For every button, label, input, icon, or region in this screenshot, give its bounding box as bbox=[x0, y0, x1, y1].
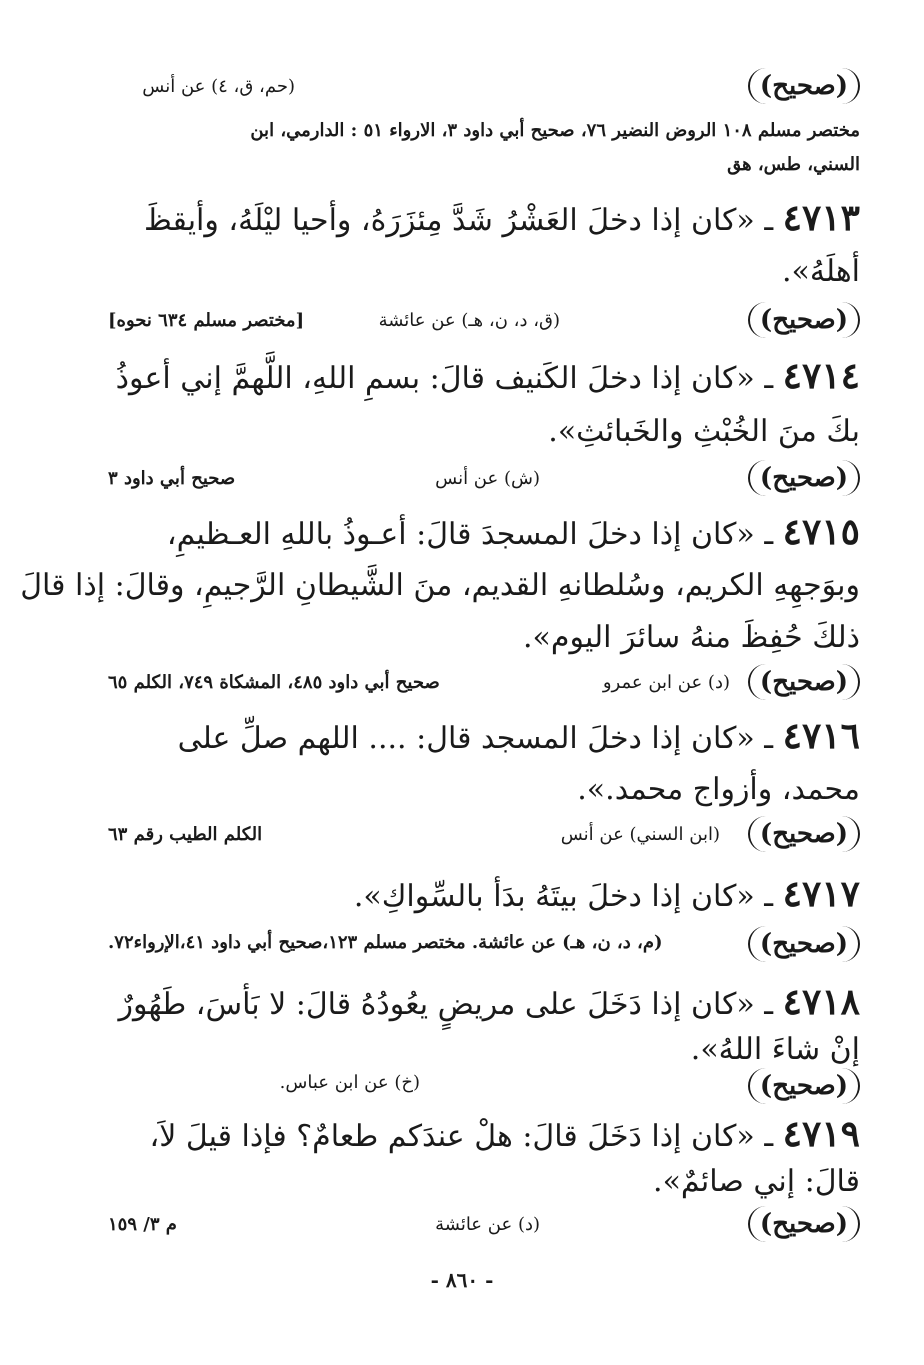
hadith-text: أهلَهُ». bbox=[781, 254, 860, 289]
hadith-text: ـ «كان إذا دَخَلَ على مريضٍ يعُودُهُ قالَ: لا بَأسَ، طَهُورٌ bbox=[118, 987, 774, 1022]
source-text: (د) عن عائشة bbox=[435, 1214, 540, 1235]
hadith-number: ٤٧١٦ bbox=[782, 715, 860, 757]
hadith-number: ٤٧١٣ bbox=[782, 197, 860, 239]
source-text: (خ) عن ابن عباس. bbox=[279, 1072, 420, 1093]
grade-label: (صحيح) bbox=[748, 816, 860, 852]
grade-label: (صحيح) bbox=[748, 1206, 860, 1242]
hadith-line bbox=[108, 198, 860, 241]
hadith-line bbox=[108, 356, 860, 399]
hadith-text: ـ «كان إذا دخلَ المسجدَ قالَ: أعـوذُ باللهِ العـظيمِ، bbox=[166, 517, 774, 552]
hadith-line bbox=[108, 982, 860, 1025]
reference-text: الكلم الطيب رقم ٦٣ bbox=[108, 824, 263, 845]
hadith-text: ـ «كان إذا دخلَ الكَنيف قالَ: بسمِ اللهِ، اللَّهمَّ إني أعوذُ bbox=[115, 361, 774, 396]
hadith-number: ٤٧١٤ bbox=[782, 355, 860, 397]
refs-line: السني، طس، هق bbox=[727, 154, 860, 175]
reference-text: صحيح أبي داود ٤٨٥، المشكاة ٧٤٩، الكلم ٦٥ bbox=[108, 672, 440, 693]
hadith-text: وبوَجهِهِ الكريم، وسُلطانهِ القديم، منَ الشَّيطانِ الرَّجيمِ، وقالَ: إذا قالَ bbox=[20, 568, 860, 603]
source-text: (ق، د، ن، هـ) عن عائشة bbox=[378, 310, 560, 331]
hadith-number: ٤٧١٩ bbox=[782, 1113, 860, 1155]
hadith-text: قالَ: إني صائمٌ». bbox=[653, 1164, 860, 1199]
grade-label: (صحيح) bbox=[748, 460, 860, 496]
hadith-text: ـ «كان إذا دخلَ المسجد قال: .... اللهم صلِّ على bbox=[177, 721, 774, 756]
hadith-text: ـ «كان إذا دخلَ العَشْرُ شَدَّ مِئزَرَهُ، وأحيا ليْلَهُ، وأيقظَ bbox=[144, 203, 774, 238]
grade-label: (صحيح) bbox=[748, 302, 860, 338]
source-reference-text: (م، د، ن، هـ) عن عائشة. مختصر مسلم ١٢٣،صحيح أبي داود ٤١،الإرواء٧٢. bbox=[108, 932, 663, 953]
source-text: (ش) عن أنس bbox=[435, 468, 540, 489]
source-text: (د) عن ابن عمرو bbox=[602, 672, 730, 693]
grade-row-top bbox=[108, 68, 860, 108]
grade-label: (صحيح) bbox=[748, 68, 860, 104]
reference-text: صحيح أبي داود ٣ bbox=[108, 468, 236, 489]
grade-row bbox=[108, 816, 860, 856]
hadith-text: ذلكَ حُفِظَ منهُ سائرَ اليوم». bbox=[522, 620, 860, 655]
page-number: - ٨٦٠ - bbox=[430, 1268, 494, 1292]
hadith-text: ـ «كان إذا دَخَلَ قالَ: هلْ عندَكم طعامٌ؟ فإذا قيلَ لاَ، bbox=[149, 1119, 774, 1154]
grade-row bbox=[108, 1206, 860, 1246]
hadith-text: إنْ شاءَ اللهُ». bbox=[690, 1032, 860, 1067]
grade-row bbox=[108, 926, 860, 966]
grade-label: (صحيح) bbox=[748, 664, 860, 700]
hadith-text: بكَ منَ الخُبْثِ والخَبائثِ». bbox=[548, 414, 860, 449]
grade-row bbox=[108, 302, 860, 342]
refs-line: مختصر مسلم ١٠٨ الروض النضير ٧٦، صحيح أبي داود ٣، الارواء ٥١ : الدارمي، ابن bbox=[250, 120, 860, 141]
source-text: (حم، ق، ٤) عن أنس bbox=[142, 76, 295, 97]
hadith-text: ـ «كان إذا دخلَ بيتَهُ بدَأ بالسِّواكِ». bbox=[353, 879, 774, 914]
grade-label: (صحيح) bbox=[748, 1068, 860, 1104]
grade-row bbox=[108, 1068, 860, 1108]
reference-text: [مختصر مسلم ٦٣٤ نحوه] bbox=[108, 310, 305, 331]
hadith-line bbox=[108, 874, 860, 917]
grade-row bbox=[108, 664, 860, 704]
hadith-line bbox=[108, 1114, 860, 1157]
hadith-line bbox=[108, 716, 860, 759]
hadith-text: محمد، وأزواج محمد.». bbox=[577, 772, 860, 807]
hadith-number: ٤٧١٥ bbox=[782, 511, 860, 553]
grade-label: (صحيح) bbox=[748, 926, 860, 962]
reference-text: م ٣/ ١٥٩ bbox=[108, 1214, 177, 1235]
hadith-number: ٤٧١٨ bbox=[782, 981, 860, 1023]
hadith-number: ٤٧١٧ bbox=[782, 873, 860, 915]
source-text: (ابن السني) عن أنس bbox=[560, 824, 720, 845]
hadith-line bbox=[108, 512, 860, 555]
grade-row bbox=[108, 460, 860, 500]
